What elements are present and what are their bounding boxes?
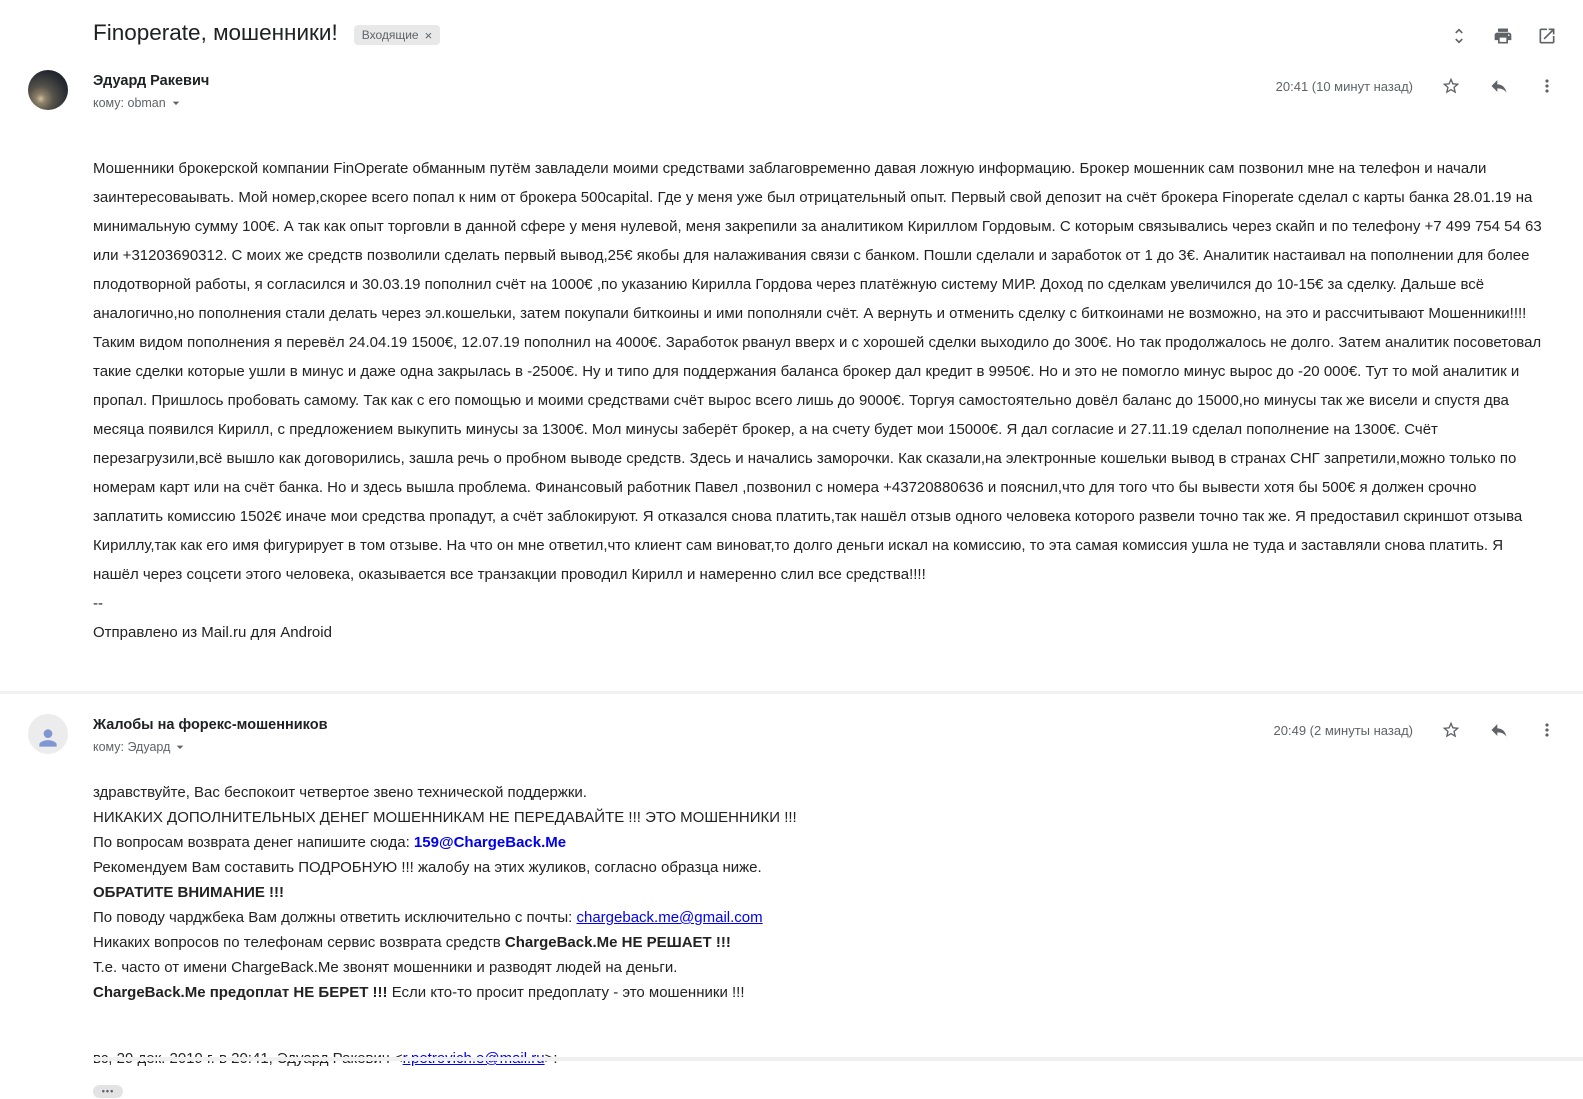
message-meta	[1274, 714, 1557, 740]
message-body: Мошенники брокерской компании FinOperate обманным путём завладели моими средствами заблаговременно давая ложную информацию. Брокер мошенник сам позвонил мне на телефон и начали заинтересоваывать. Мой номер,скорее всего попал к ним от брокера 500capital. Где у меня уже был отрицательный опыт. Первый свой депозит на счёт брокера Finoperate сделал с карты банка 28.01.19 на минимальную сумму 100€. А так как опыт торговли в данной сфере у меня нулевой, меня закрепили за аналитиком Кириллом Гордовым. С которым связывались через скайп и по телефону +7 499 754 54 63 или +31203690312. С моих же средств позволили сделать первый вывод,25€ якобы для налаживания связи с банком. Пошли сделали и заработок от 1 до 3€. Аналитик настаивал на пополнении для более плодотворной работы, я согласился и 30.03.19 пополнил счёт на 1000€ ,по указанию Кирилла Гордова через платёжную систему МИР. Доход по сделкам увеличился до 10-15€ за сделку. Дальше всё аналогично,но пополнения стали делать через эл.кошельки, затем покупали биткоины и ими пополняли счёт. А вернуть и отменить сделку с биткоинами не возможно, на это и рассчитывают Мошенники!!!! Таким видом пополнения я перевёл 24.04.19 1500€, 12.07.19 пополнил на 4000€. Заработок рванул вверх и с хорошей сделки выходило до 300€. Но так продолжалось не долго. Затем аналитик посоветовал такие сделки которые ушли в минус и даже одна закрылась в -2500€. Ну и типо для поддержания баланса брокер дал кредит в 9950€. Но и это не помогло минус вырос до -20 000€. Тут то мой аналитик и пропал. Пришлось пробовать самому. Так как с его помощью и моими средствами счёт вырос всего лишь до 9000€. Торгуя самостоятельно довёл баланс до 15000,но минусы так же висели и спустя два месяца появился Кирилл, с предложением выкупить минусы за 1300€. Мол минусы заберёт брокер, а на счету будет мои 15000€. Я дал согласие и 27.11.19 сделал пополнение на 1300€. Счёт перезагрузили,всё вышло как договорились, зашла речь о пробном выводе средств. Здесь и начались заморочки. Как сказали,на электронные кошельки вывод в странах СНГ запретили,можно только по номерам карт или на счёт банка. Но и здесь вышла проблема. Финансовый работник Павел ,позвонил с номера +43720880636 и пояснил,что для того что бы вывести хотя бы 500€ я должен срочно заплатить комиссию 1502€ иначе мои средства пропадут, а счёт заблокируют. Я отказался снова платить,так нашёл отзыв одного человека которого развели точно так же. Я предоставил скриншот отзыва Кириллу,так как его имя фигурирует в том отзыве. На что он мне ответил,что клиент сам виноват,то долго деньги искал на комиссию, то эта самая комиссия ушла не туда и заставляли снова платить. Я нашёл через соцсети этого человека, оказывается все транзакции проводил Кирилл и намеренно слил все средства!!!!	[93, 160, 1542, 583]
text-segment: Если кто-то просит предоплату - это мошенники !!!	[387, 984, 745, 1001]
expand-all-button[interactable]	[1449, 26, 1469, 46]
text-segment: По поводу чарджбека Вам должны ответить исключительно с почты:	[93, 909, 577, 926]
body-line	[93, 980, 1545, 1005]
unfold-more-icon	[1449, 26, 1469, 46]
show-trimmed-content-button[interactable]: •••	[93, 1085, 123, 1098]
message-divider	[0, 691, 1583, 694]
inbox-label-text: Входящие	[361, 28, 419, 42]
reply-button[interactable]	[1489, 720, 1509, 740]
star-button[interactable]	[1441, 720, 1461, 740]
text-segment: НИКАКИХ ДОПОЛНИТЕЛЬНЫХ ДЕНЕГ МОШЕННИКАМ НЕ ПЕРЕДАВАЙТЕ !!! ЭТО МОШЕННИКИ !!!	[93, 809, 797, 826]
quoted-content-divider	[93, 1057, 1583, 1061]
email-message-1	[0, 70, 1583, 647]
sender-avatar-default	[28, 714, 68, 754]
print-button[interactable]	[1493, 26, 1513, 46]
message-timestamp: 20:41 (10 минут назад)	[1275, 78, 1413, 94]
open-in-new-window-button[interactable]	[1537, 26, 1557, 46]
recipient-label: кому: obman	[93, 96, 166, 110]
inline-link[interactable]: chargeback.me@gmail.com	[576, 909, 763, 926]
more-options-button[interactable]	[1537, 720, 1557, 740]
text-segment: здравствуйте, Вас беспокоит четвертое звено технической поддержки.	[93, 784, 587, 801]
body-line	[93, 880, 1545, 905]
print-icon	[1493, 26, 1513, 46]
body-line	[93, 830, 1545, 855]
reply-icon	[1489, 76, 1509, 96]
text-segment: ChargeBack.Me предоплат НЕ БЕРЕТ !!!	[93, 984, 388, 1001]
message-header	[0, 70, 1583, 112]
signature-text: Отправлено из Mail.ru для Android	[93, 624, 332, 641]
inbox-label-chip[interactable]	[354, 25, 441, 45]
text-segment: Т.е. часто от имени ChargeBack.Me звонят мошенники и разводят людей на деньги.	[93, 959, 678, 976]
recipient-details-toggle[interactable]	[93, 739, 188, 755]
more-vert-icon	[1537, 76, 1557, 96]
message-meta	[1276, 70, 1557, 96]
subject-row	[0, 0, 1583, 48]
body-line	[93, 780, 1545, 805]
body-line	[93, 855, 1545, 880]
chevron-down-icon	[172, 739, 188, 755]
body-line	[93, 955, 1545, 980]
star-icon	[1441, 720, 1461, 740]
message-body	[93, 780, 1545, 1005]
person-icon	[35, 725, 61, 751]
star-button[interactable]	[1441, 76, 1461, 96]
chevron-down-icon	[168, 95, 184, 111]
text-segment: Никаких вопросов по телефонам сервис возврата средств	[93, 934, 505, 951]
message-timestamp: 20:49 (2 минуты назад)	[1273, 722, 1413, 738]
sender-avatar-photo	[28, 70, 68, 110]
reply-icon	[1489, 720, 1509, 740]
label-remove-icon[interactable]: ×	[424, 27, 433, 43]
body-line	[93, 905, 1545, 930]
text-segment: Рекомендуем Вам составить ПОДРОБНУЮ !!! жалобу на этих жуликов, согласно образца ниже.	[93, 859, 762, 876]
text-segment: По вопросам возврата денег напишите сюда:	[93, 834, 414, 851]
sender-name: Жалобы на форекс-мошенников	[93, 717, 328, 733]
more-options-button[interactable]	[1537, 76, 1557, 96]
inline-link[interactable]: 159@ChargeBack.Me	[413, 834, 567, 851]
more-vert-icon	[1537, 720, 1557, 740]
message-header	[0, 714, 1583, 756]
sender-name: Эдуард Ракевич	[93, 73, 210, 89]
body-line	[93, 805, 1545, 830]
email-subject: Finoperate, мошенники!	[93, 20, 338, 45]
recipient-label: кому: Эдуард	[93, 740, 171, 754]
star-icon	[1441, 76, 1461, 96]
body-line	[93, 930, 1545, 955]
thread-toolbar	[1449, 26, 1557, 46]
signature-dashes: --	[93, 595, 103, 612]
open-in-new-icon	[1537, 26, 1557, 46]
reply-button[interactable]	[1489, 76, 1509, 96]
text-segment: ОБРАТИТЕ ВНИМАНИЕ !!!	[93, 884, 285, 901]
text-segment: ChargeBack.Me НЕ РЕШАЕТ !!!	[504, 934, 731, 951]
email-message-2	[0, 714, 1583, 1099]
recipient-details-toggle[interactable]	[93, 95, 184, 111]
